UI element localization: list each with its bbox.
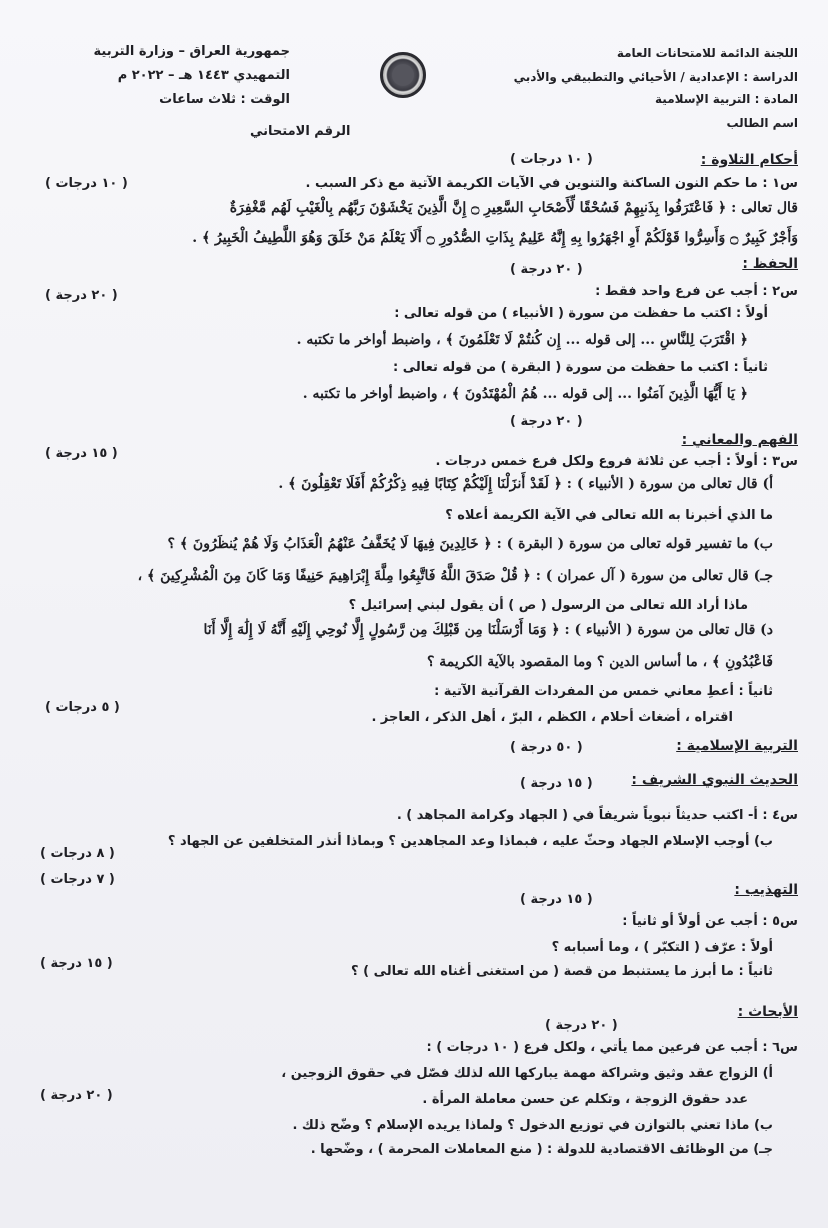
s3-second: ثانياً : أعطِ معاني خمس من المفردات القرآنية الآتية : [434,684,773,699]
ministry-seal-icon [380,52,426,98]
s3-branch-b: ب) ما تفسير قوله تعالى من سورة ( البقرة ) : ﴿ خَالِدِينَ فِيهَا لَا يُخَفَّفُ عَنْهُمُ الْعَذَابُ وَلَا هُمْ يُنظَرُونَ ﴾ ؟ [167,536,773,552]
s2-question: س٢ : أجب عن فرع واحد فقط : [595,284,798,299]
s6-branch-c: جـ) من الوظائف الاقتصادية للدولة : ( منع المعاملات المحرمة ) ، وضّحها . [310,1142,773,1157]
s1-marks: ( ١٠ درجات ) [45,176,128,191]
s6-branch-b: ب) ماذا تعني بالتوازن في توزيع الدخول ؟ ولماذا يريده الإسلام ؟ وضّح ذلك . [292,1118,773,1133]
s3-question: س٣ : أولاً : أجب عن ثلاثة فروع ولكل فرع خمس درجات . [435,454,798,469]
s3-second-marks: ( ٥ درجات ) [45,700,120,715]
s3-branch-c-question: ماذا أراد الله تعالى من الرسول ( ص ) أن يقول لبني إسرائيل ؟ [348,598,748,613]
s6-branch-a-line2: عدد حقوق الزوجة ، وتكلم عن حسن معاملة المرأة . [422,1092,748,1107]
s3-branch-a-question: ما الذي أخبرنا به الله تعالى في الآية الكريمة أعلاه ؟ [445,508,773,523]
s6-marks: ( ٢٠ درجة ) [40,1088,113,1103]
committee-title: اللجنة الدائمة للامتحانات العامة [616,46,798,60]
s4-branch-b: ب) أوجب الإسلام الجهاد وحثّ عليه ، فبماذا وعد المجاهدين ؟ وبماذا أنذر المتخلفين عن الجهاد ؟ [167,834,773,849]
s2-second: ثانياً : اكتب ما حفظت من سورة ( البقرة ) من قوله تعالى : [392,360,768,375]
s5-question: س٥ : أجب عن أولاً أو ثانياً : [622,914,798,929]
s2-heading: الحفظ : [742,256,798,272]
s2-first-ayah: ﴿ اقْتَرَبَ لِلنَّاسِ ... إلى قوله ... إِن كُنتُمْ لَا تَعْلَمُونَ ﴾ ، واضبط أواخر ما تكتبه . [296,332,748,348]
s6-section-marks: ( ٢٠ درجة ) [545,1018,618,1033]
s3-branch-a: أ) قال تعالى من سورة ( الأنبياء ) : ﴿ لَقَدْ أَنزَلْنَا إِلَيْكُمْ كِتَابًا فِيهِ ذِكْرُكُمْ أَفَلَا تَعْقِلُونَ ﴾ . [278,476,773,492]
s2-marks: ( ٢٠ درجة ) [45,288,118,303]
s1-ayah-line1: قال تعالى : ﴿ فَاعْتَرَفُوا بِذَنبِهِمْ فَسُحْقًا لِّأَصْحَابِ السَّعِيرِ ۝ إِنَّ الَّذِينَ يَخْشَوْنَ رَبَّهُم بِالْغَيْبِ لَهُم مَّغْفِرَةٌ [229,200,798,216]
s2-section-marks: ( ٢٠ درجة ) [510,262,583,277]
student-name-label: اسم الطالب [726,116,798,130]
islamic-heading: التربية الإسلامية : [676,738,798,754]
s6-branch-a: أ) الزواج عقد وثيق وشراكة مهمة يباركها الله لذلك فصّل في حقوق الزوجين ، [281,1066,773,1081]
s5-second: ثانياً : ما أبرز ما يستنبط من قصة ( من استغنى أغناه الله تعالى ) ؟ [351,964,773,979]
s3-vocab-words: اقتراه ، أضغاث أحلام ، الكظم ، البرّ ، أهل الذكر ، العاجز . [371,710,733,725]
s5-heading: التهذيب : [734,882,798,898]
exam-number-label: الرقم الامتحاني [250,124,351,139]
round-line: التمهيدي ١٤٤٣ هـ – ٢٠٢٢ م [117,68,290,83]
subject-line: المادة : التربية الإسلامية [655,92,798,106]
republic-line: جمهورية العراق – وزارة التربية [93,44,290,59]
islamic-marks: ( ٥٠ درجة ) [510,740,583,755]
s3-branch-d-line2: فَاعْبُدُونِ ﴾ ، ما أساس الدين ؟ وما المقصود بالآية الكريمة ؟ [426,654,773,670]
s1-question: س١ : ما حكم النون الساكنة والتنوين في الآيات الكريمة الآتية مع ذكر السبب . [305,176,798,191]
s2-first: أولاً : اكتب ما حفظت من سورة ( الأنبياء ) من قوله تعالى : [394,306,768,321]
s1-section-marks: ( ١٠ درجات ) [510,152,593,167]
s4-branch-a-marks: ( ٨ درجات ) [40,846,115,861]
s4-section-marks: ( ١٥ درجة ) [520,776,593,791]
s5-first: أولاً : عرّف ( التكبّر ) ، وما أسبابه ؟ [551,940,773,955]
s3-section-marks: ( ٢٠ درجة ) [510,414,583,429]
s6-heading: الأبحاث : [737,1004,798,1020]
study-line: الدراسة : الإعدادية / الأحيائي والتطبيقي والأدبي [513,70,798,84]
s3-branch-c: جـ) قال تعالى من سورة ( آل عمران ) : ﴿ قُلْ صَدَقَ اللَّهُ فَاتَّبِعُوا مِلَّةَ إِبْرَاهِيمَ حَنِيفًا وَمَا كَانَ مِنَ الْمُشْرِكِينَ ﴾ ، [137,568,773,584]
s6-question: س٦ : أجب عن فرعين مما يأتي ، ولكل فرع ( ١٠ درجات ) : [426,1040,798,1055]
s3-marks: ( ١٥ درجة ) [45,446,118,461]
s3-branch-d: د) قال تعالى من سورة ( الأنبياء ) : ﴿ وَمَا أَرْسَلْنَا مِن قَبْلِكَ مِن رَّسُولٍ إِلَّا نُوحِي إِلَيْهِ أَنَّهُ لَا إِلَٰهَ إِلَّا أَنَا [203,622,773,638]
s4-heading: الحديث النبوي الشريف : [631,772,798,788]
s1-heading: أحكام التلاوة : [700,152,798,168]
s3-heading: الفهم والمعاني : [681,432,798,448]
time-line: الوقت : ثلاث ساعات [159,92,290,107]
s5-section-marks: ( ١٥ درجة ) [520,892,593,907]
s2-second-ayah: ﴿ يَا أَيُّهَا الَّذِينَ آمَنُوا ... إلى قوله ... هُمُ الْمُهْتَدُونَ ﴾ ، واضبط أواخر ما تكتبه . [302,386,748,402]
s1-ayah-line2: وَأَجْرٌ كَبِيرٌ ۝ وَأَسِرُّوا قَوْلَكُمْ أَوِ اجْهَرُوا بِهِ إِنَّهُ عَلِيمٌ بِذَاتِ الصُّدُورِ ۝ أَلَا يَعْلَمُ مَنْ خَلَقَ وَهُوَ اللَّطِيفُ الْخَبِيرُ ﴾ . [192,230,798,246]
s4-branch-a: س٤ : أ- اكتب حديثاً نبوياً شريفاً في ( الجهاد وكرامة المجاهد ) . [396,808,798,823]
s4-branch-b-marks: ( ٧ درجات ) [40,872,115,887]
s5-marks: ( ١٥ درجة ) [40,956,113,971]
